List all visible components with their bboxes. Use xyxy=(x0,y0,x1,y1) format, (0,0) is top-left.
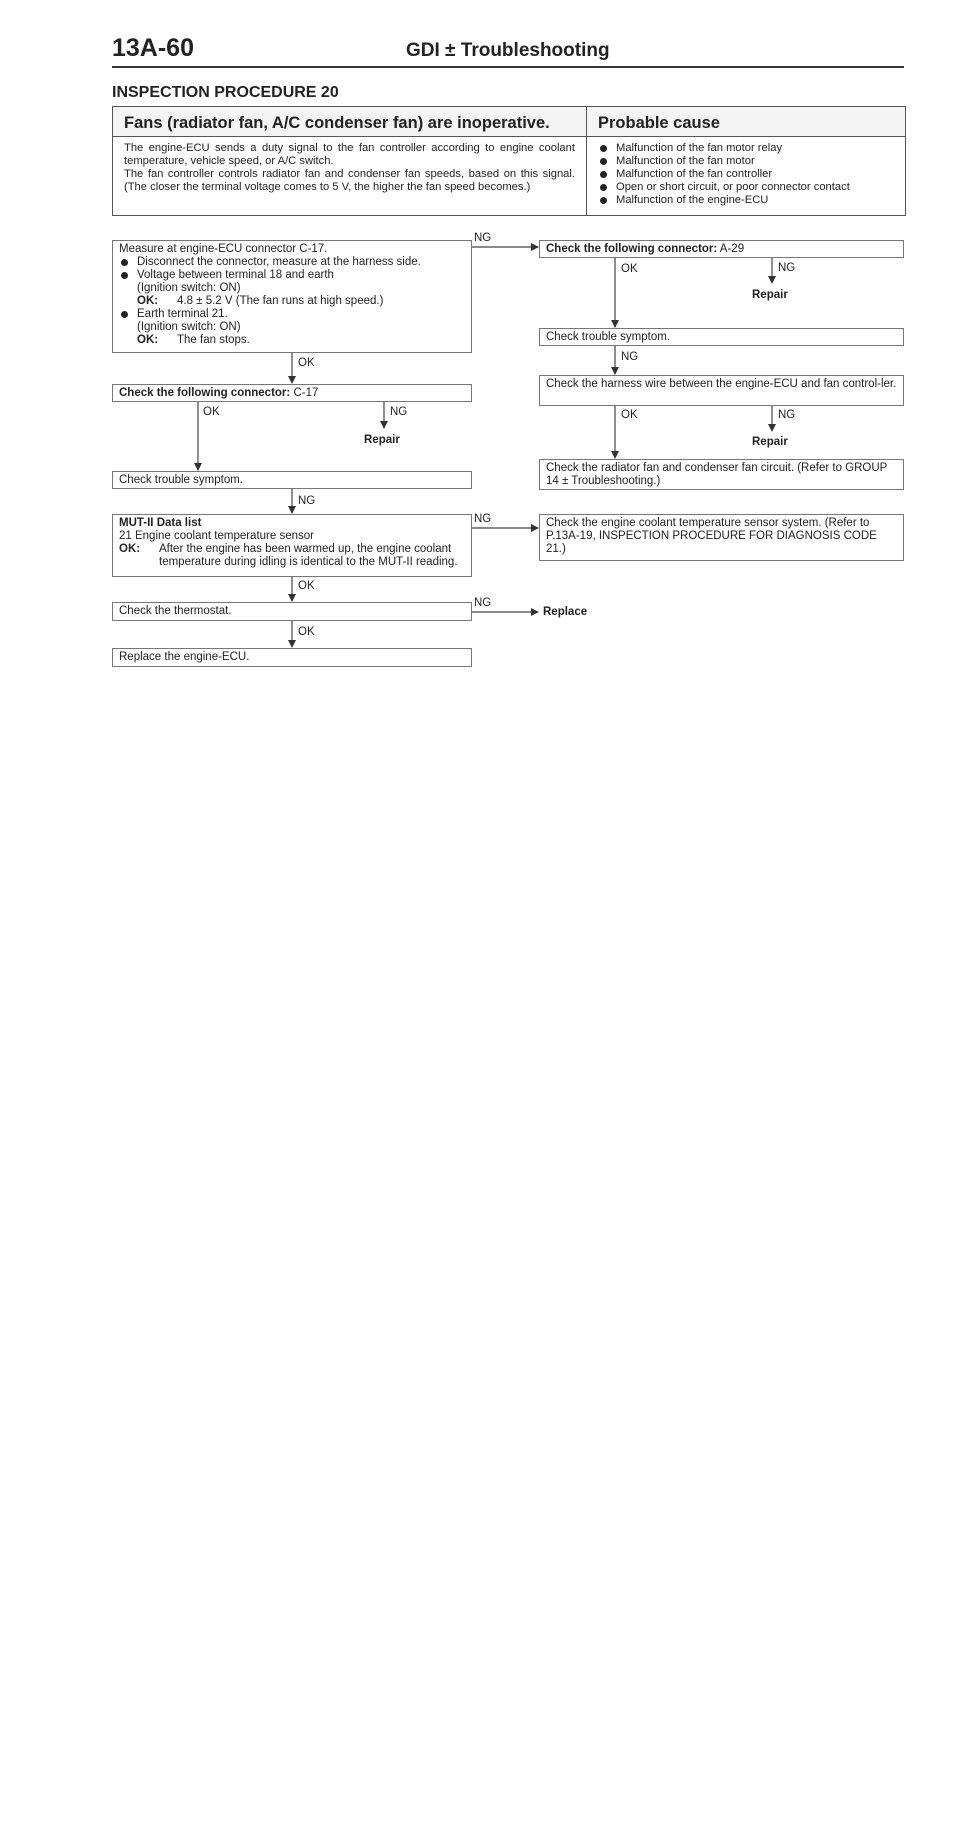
ok-label: OK xyxy=(298,580,315,592)
symptom-heading: Fans (radiator fan, A/C condenser fan) are inoperative. xyxy=(113,107,586,137)
connector-label: Check the following connector: xyxy=(119,387,291,399)
cause-item: Malfunction of the fan controller xyxy=(598,168,894,181)
check-harness-box: Check the harness wire between the engine-ECU and fan control-ler. xyxy=(539,375,904,406)
repair-label: Repair xyxy=(364,434,400,446)
cause-item: Malfunction of the fan motor relay xyxy=(598,142,894,155)
ok-label: OK xyxy=(621,263,638,275)
mut-ok-row xyxy=(119,543,465,569)
measure-step: Disconnect the connector, measure at the harness side. xyxy=(119,256,465,269)
mut-item: 21 Engine coolant temperature sensor xyxy=(119,530,314,542)
ok-key: OK: xyxy=(119,543,141,555)
mut-title: MUT-II Data list xyxy=(119,517,202,529)
repair-label: Repair xyxy=(752,436,788,448)
check-trouble-symptom-box: Check trouble symptom. xyxy=(112,471,472,489)
check-trouble-symptom-box: Check trouble symptom. xyxy=(539,328,904,346)
measure-ecu-connector-box xyxy=(112,240,472,353)
measure-step: Voltage between terminal 18 and earth xyxy=(119,269,465,282)
ng-label: NG xyxy=(474,597,492,609)
connector-value: C-17 xyxy=(293,387,319,399)
ok-value: 4.8 ± 5.2 V (The fan runs at high speed.) xyxy=(177,295,384,307)
measure-condition: (Ignition switch: ON) xyxy=(137,321,241,333)
connector-value: A-29 xyxy=(719,243,745,255)
check-coolant-sensor-box: Check the engine coolant temperature sensor system. (Refer to P.13A-19, INSPECTION PROCEDURE FOR DIAGNOSIS CODE 21.) xyxy=(539,514,904,561)
ok-label: OK xyxy=(298,626,315,638)
check-connector-a29-box xyxy=(539,240,904,258)
measure-step: Earth terminal 21. xyxy=(119,308,465,321)
measure-title: Measure at engine-ECU connector C-17. xyxy=(119,243,328,255)
measure-steps xyxy=(119,256,465,282)
measure-steps-2 xyxy=(119,308,465,321)
section-title: GDI ± Troubleshooting xyxy=(406,40,610,61)
ng-label: NG xyxy=(778,262,796,274)
cause-item: Open or short circuit, or poor connector contact xyxy=(598,181,894,194)
ng-label: NG xyxy=(298,495,316,507)
cause-item: Malfunction of the fan motor xyxy=(598,155,894,168)
cause-item: Malfunction of the engine-ECU xyxy=(598,194,894,207)
ng-label: NG xyxy=(474,232,492,244)
measure-ok-row xyxy=(119,295,465,308)
ok-value: The fan stops. xyxy=(177,334,250,346)
ok-label: OK xyxy=(203,406,220,418)
check-connector-c17-box xyxy=(112,384,472,402)
ng-label: NG xyxy=(390,406,408,418)
description-paragraph: The engine-ECU sends a duty signal to the fan controller according to engine coolant temperature, vehicle speed, or A/C switch. xyxy=(124,142,575,167)
ok-key: OK: xyxy=(137,295,159,307)
procedure-title: INSPECTION PROCEDURE 20 xyxy=(112,84,339,101)
measure-condition: (Ignition switch: ON) xyxy=(137,282,241,294)
check-thermostat-box: Check the thermostat. xyxy=(112,602,472,621)
ok-key: OK: xyxy=(137,334,159,346)
cause-heading: Probable cause xyxy=(587,107,905,137)
ng-label: NG xyxy=(474,513,492,525)
connector-label: Check the following connector: xyxy=(546,243,718,255)
check-fan-circuit-box: Check the radiator fan and condenser fan circuit. (Refer to GROUP 14 ± Troubleshooting.) xyxy=(539,459,904,490)
page-number: 13A-60 xyxy=(112,34,194,62)
measure-ok-row xyxy=(119,334,465,347)
ok-value: After the engine has been warmed up, the engine coolant temperature during idling is identical to the MUT-II reading. xyxy=(159,543,458,568)
ng-label: NG xyxy=(621,351,639,363)
replace-engine-ecu-box: Replace the engine-ECU. xyxy=(112,648,472,667)
description-paragraph: The fan controller controls radiator fan and condenser fan speeds, based on this signal. (The closer the terminal voltage comes to 5 V, the higher the fan speed becomes.) xyxy=(124,168,575,193)
ok-label: OK xyxy=(621,409,638,421)
mut-data-list-box xyxy=(112,514,472,577)
ng-label: NG xyxy=(778,409,796,421)
repair-label: Repair xyxy=(752,289,788,301)
ok-label: OK xyxy=(298,357,315,369)
replace-label: Replace xyxy=(543,606,588,618)
